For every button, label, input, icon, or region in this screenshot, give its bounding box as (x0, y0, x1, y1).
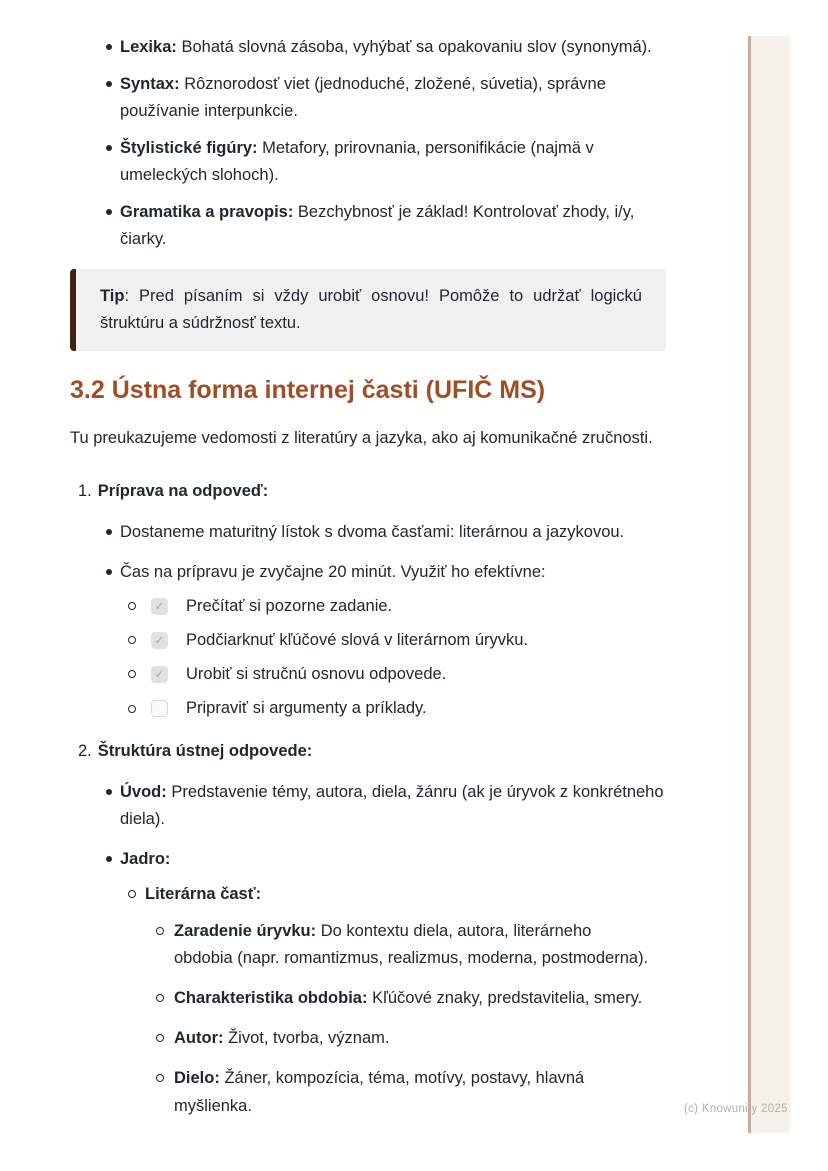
numbered-item-title (70, 478, 666, 505)
list-item (70, 779, 666, 833)
list-item (70, 519, 666, 546)
list-item (147, 985, 652, 1012)
sub-bullet-list (70, 779, 666, 1119)
bullet-disc-icon (106, 789, 112, 795)
numbered-item-struktura (70, 738, 666, 1120)
list-item (70, 34, 666, 61)
item-title-text: Príprava na odpoveď: (97, 481, 269, 500)
list-item (70, 199, 666, 253)
list-item-text: Žáner, kompozícia, téma, motívy, postavy, hlavná myšlienka. (174, 1069, 585, 1115)
bullet-circle-icon (156, 1034, 164, 1042)
list-item-text: Do kontextu diela, autora, literárneho obdobia (napr. romantizmus, realizmus, moderna, postmoderna). (174, 922, 649, 968)
section-heading: 3.2 Ústna forma internej časti (UFIČ MS) (70, 376, 546, 405)
page-content (70, 34, 666, 1136)
list-item (147, 1065, 652, 1119)
checklist-item (128, 627, 666, 654)
list-item-text: Bezchybnosť je základ! Kontrolovať zhody, i/y, čiarky. (120, 203, 635, 249)
bullet-circle-icon (156, 927, 164, 935)
checkbox[interactable]: ✓ (151, 632, 168, 649)
tip-text: : Pred písaním si vždy urobiť osnovu! Pomôže to udržať logickú štruktúru a súdržnosť textu. (100, 287, 642, 333)
list-item-text: Bohatá slovná zásoba, vyhýbať sa opakovaniu slov (synonymá). (181, 38, 652, 56)
list-item (70, 559, 666, 722)
tip-label: Tip (100, 287, 125, 306)
list-item-text: Predstavenie témy, autora, diela, žánru (ak je úryvok z konkrétneho diela). (120, 783, 664, 829)
list-item-text: Metafory, prirovnania, personifikácie (najmä v umeleckých slohoch). (120, 139, 594, 185)
list-item-label: Lexika: (120, 38, 177, 56)
preparation-checklist (120, 593, 666, 722)
list-item (120, 881, 666, 1119)
checkbox[interactable]: ✓ (151, 598, 168, 615)
bullet-disc-icon (106, 44, 112, 50)
checklist-item (128, 695, 666, 722)
checklist-item (128, 661, 666, 688)
checkbox[interactable] (151, 700, 168, 717)
list-item (70, 71, 666, 125)
bullet-circle-icon (128, 890, 136, 898)
list-item-text: Čas na prípravu je zvyčajne 20 minút. Využiť ho efektívne: (120, 562, 546, 581)
list-item-label: Zaradenie úryvku: (174, 922, 317, 941)
bullet-disc-icon (106, 145, 112, 151)
bullet-circle-icon (156, 994, 164, 1002)
tip-callout (70, 269, 666, 351)
list-item-label: Úvod: (120, 783, 167, 802)
bullet-disc-icon (106, 209, 112, 215)
bullet-disc-icon (106, 529, 112, 535)
item-title-text: Štruktúra ústnej odpovede: (97, 742, 313, 761)
bullet-disc-icon (106, 856, 112, 862)
list-item-label: Gramatika a pravopis: (120, 203, 294, 222)
bullet-circle-icon (128, 636, 136, 644)
literarna-cast-sublist (145, 918, 666, 1119)
list-item-label: Autor: (174, 1029, 224, 1048)
checklist-item (128, 593, 666, 620)
bullet-circle-icon (128, 705, 136, 713)
list-item-label: Syntax: (120, 75, 180, 94)
bullet-disc-icon (106, 81, 112, 87)
numbered-item-priprava (70, 478, 666, 722)
list-item (147, 918, 652, 972)
jadro-sublist (120, 881, 666, 1119)
list-item-text: Život, tvorba, význam. (228, 1029, 390, 1048)
numbered-item-title (70, 738, 666, 765)
list-item-label: Dielo: (174, 1069, 220, 1088)
sub-bullet-list (70, 519, 666, 722)
style-criteria-list (70, 34, 666, 253)
bullet-circle-icon (128, 602, 136, 610)
checklist-item-text: Pripraviť si argumenty a príklady. (186, 699, 427, 717)
list-item (70, 135, 666, 189)
list-item-text: Kľúčové znaky, predstavitelia, smery. (372, 989, 643, 1008)
item-number: 1. (78, 481, 92, 500)
checkbox[interactable]: ✓ (151, 666, 168, 683)
numbered-list (70, 478, 666, 1120)
list-item-label: Charakteristika obdobia: (174, 989, 368, 1008)
checklist-item-text: Prečítať si pozorne zadanie. (186, 596, 393, 615)
list-item-label: Jadro: (120, 850, 171, 869)
list-item (147, 1025, 652, 1052)
list-item-text: Rôznorodosť viet (jednoduché, zložené, súvetia), správne používanie interpunkcie. (120, 75, 606, 121)
section-intro: Tu preukazujeme vedomosti z literatúry a jazyka, ako aj komunikačné zručnosti. (70, 428, 653, 447)
list-item (70, 846, 666, 1119)
item-number: 2. (78, 742, 92, 761)
bullet-disc-icon (106, 569, 112, 575)
bullet-circle-icon (156, 1074, 164, 1082)
page-edge-strip (748, 36, 790, 1133)
checklist-item-text: Urobiť si stručnú osnovu odpovede. (186, 664, 447, 683)
list-item-text: Dostaneme maturitný lístok s dvoma časťami: literárnou a jazykovou. (120, 522, 625, 541)
copyright-note: (c) Knowunity 2025 (684, 1103, 788, 1115)
bullet-circle-icon (128, 670, 136, 678)
list-item-label: Literárna časť: (145, 885, 262, 904)
checklist-item-text: Podčiarknuť kľúčové slová v literárnom úryvku. (186, 630, 529, 649)
list-item-label: Štylistické figúry: (120, 139, 258, 158)
